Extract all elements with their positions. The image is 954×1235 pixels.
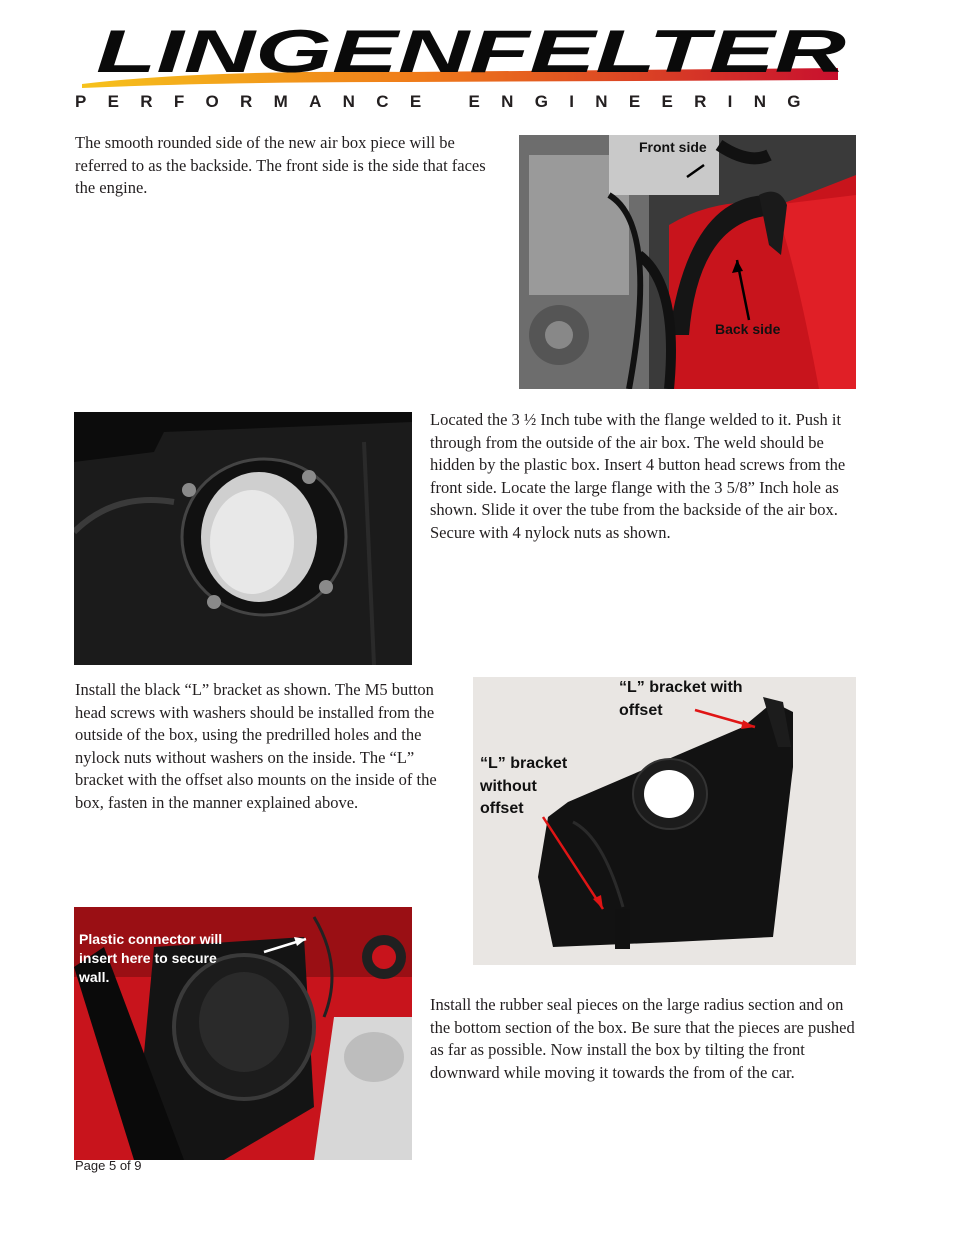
seal-paragraph: Install the rubber seal pieces on the large radius section and on the bottom section of the box. Be sure that the pieces are pushed as far as possible. Now install the box by tilting the front downward while moving it towards the from of the car. <box>430 995 855 1082</box>
photo-engine-bay-airbox <box>519 135 856 389</box>
label-connector-line1: Plastic connector will <box>79 931 223 947</box>
label-bracket-with-offset-line2: offset <box>619 702 663 719</box>
label-bracket-with-offset-line1: “L” bracket with <box>619 679 743 696</box>
photo-installed-connector <box>74 907 412 1160</box>
label-front-side: Front side <box>639 139 707 155</box>
page-number: Page 5 of 9 <box>75 1158 142 1173</box>
label-bracket-without-line2: without <box>480 778 537 795</box>
photo-airbox-brackets <box>473 677 856 965</box>
photo-tube-flange <box>74 412 412 665</box>
label-bracket-without-line3: offset <box>480 800 524 817</box>
intro-paragraph: The smooth rounded side of the new air box piece will be referred to as the backside. The front side is the side that faces the engine. <box>75 133 486 197</box>
tube-paragraph: Located the 3 ½ Inch tube with the flange welded to it. Push it through from the outside of the air box. The weld should be hidden by the plastic box. Insert 4 button head screws from the front side. Locate the large flange with the 3 5/8” Inch hole as shown. Slide it over the tube from the backside of the air box. Secure with 4 nylock nuts as shown. <box>430 410 846 542</box>
company-logo <box>78 22 858 92</box>
label-connector-line3: wall. <box>79 969 110 985</box>
company-tagline: PERFORMANCE ENGINEERING <box>75 92 822 111</box>
label-bracket-without-line1: “L” bracket <box>480 755 568 772</box>
label-back-side: Back side <box>715 321 781 337</box>
logo-wordmark: LINGENFELTER <box>96 22 846 85</box>
label-connector-line2: insert here to secure <box>79 950 217 966</box>
bracket-paragraph: Install the black “L” bracket as shown. The M5 button head screws with washers should be installed from the outside of the box, using the predrilled holes and the nylock nuts without washers on the inside. The “L” bracket with the offset also mounts on the inside of the box, fasten in the manner explained above. <box>75 680 437 812</box>
